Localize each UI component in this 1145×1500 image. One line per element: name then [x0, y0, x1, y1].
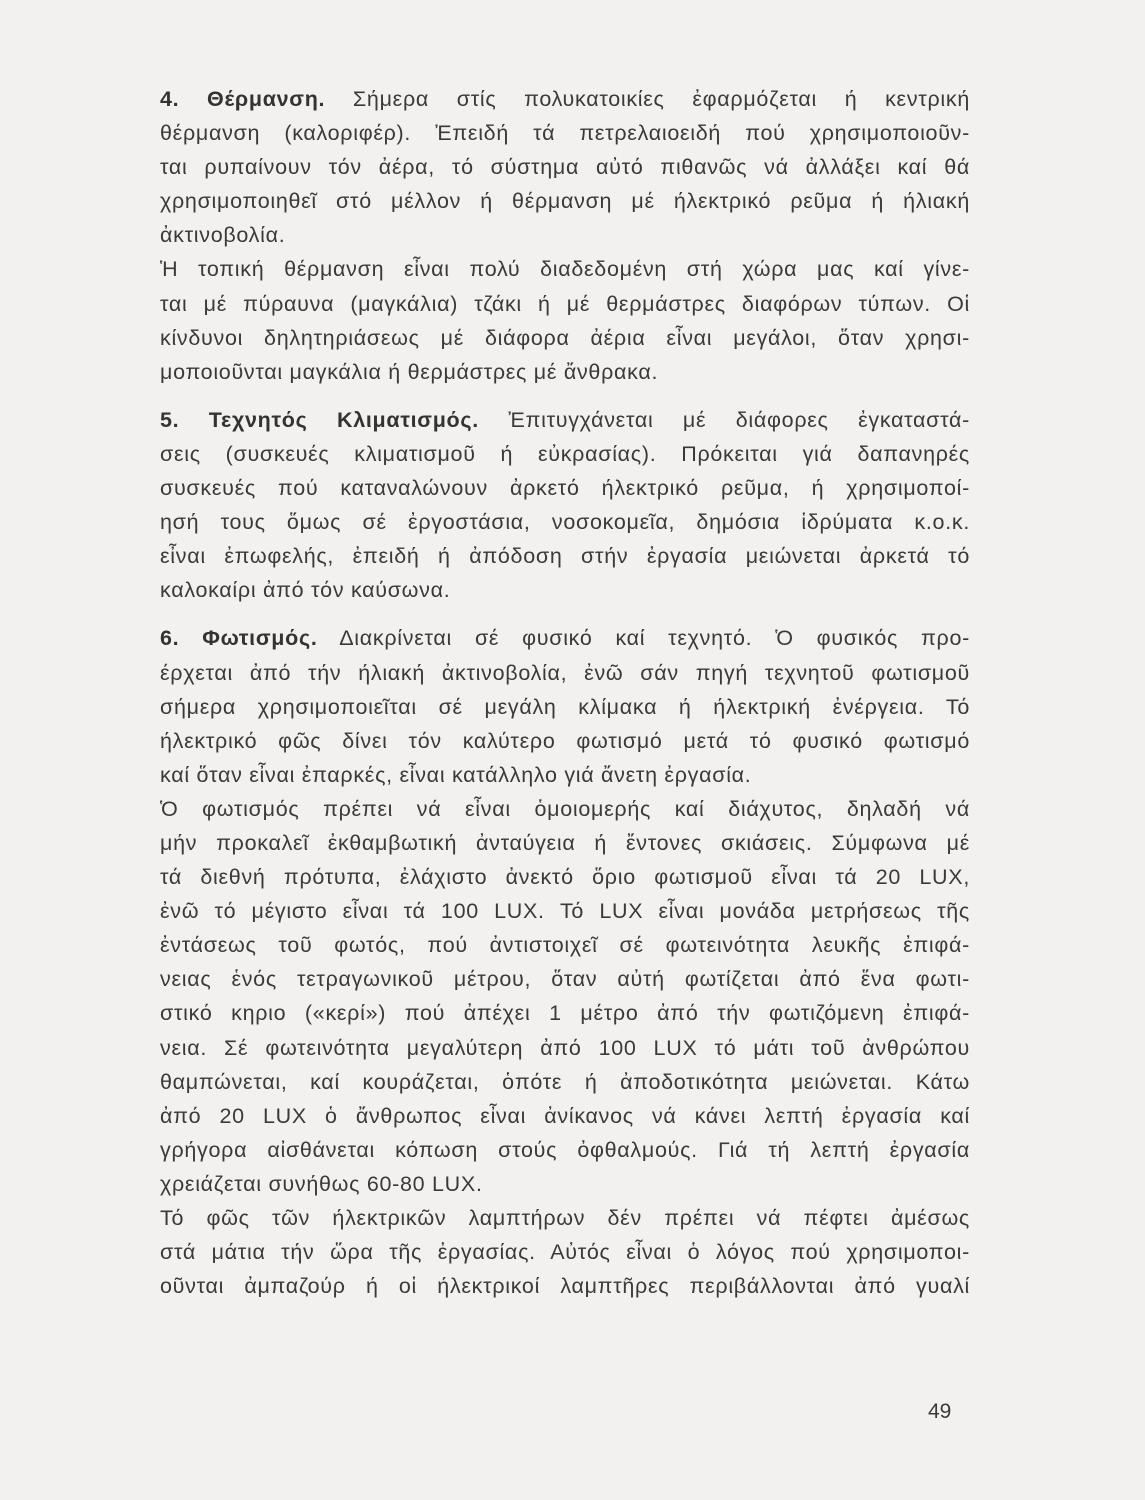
- text-line: εἶναι ἐπωφελής, ἐπειδή ή ἀπόδοση στήν ἐργασία μειώνεται ἀρκετά τό: [160, 544, 970, 569]
- text-line: ἐντάσεως τοῦ φωτός, πού ἀντιστοιχεῖ σέ φωτεινότητα λευκῆς ἐπιφά-: [160, 933, 970, 958]
- section-heading: 5. Τεχνητός Κλιματισμός.: [160, 407, 479, 432]
- section-heating: [160, 82, 970, 252]
- text-line: θαμπώνεται, καί κουράζεται, ὁπότε ή ἀποδοτικότητα μειώνεται. Κάτω: [160, 1069, 970, 1094]
- text-line: 6. Φωτισμός. Διακρίνεται σέ φυσικό καί τεχνητό. Ὁ φυσικός προ-: [160, 626, 970, 651]
- text-line: Ἡ τοπική θέρμανση εἶναι πολύ διαδεδομένη στή χώρα μας καί γίνε-: [160, 257, 970, 282]
- text-line: ἀπό 20 LUX ὁ ἄνθρωπος εἶναι ἀνίκανος νά κάνει λεπτή ἐργασία καί: [160, 1103, 970, 1128]
- section-gap: [160, 607, 970, 621]
- text-line: γρήγορα αἰσθάνεται κόπωση στούς ὀφθαλμούς. Γιά τή λεπτή ἐργασία: [160, 1137, 970, 1162]
- text-line: μήν προκαλεῖ ἐκθαμβωτική ἀνταύγεια ή ἔντονες σκιάσεις. Σύμφωνα μέ: [160, 830, 970, 855]
- text-line: νειας ἑνός τετραγωνικοῦ μέτρου, ὅταν αὐτή φωτίζεται ἀπό ἕνα φωτι-: [160, 967, 970, 992]
- text-line: μοποιοῦνται μαγκάλια ή θερμάστρες μέ ἄνθρακα.: [160, 359, 659, 384]
- text-line: νεια. Σέ φωτεινότητα μεγαλύτερη ἀπό 100 LUX τό μάτι τοῦ ἀνθρώπου: [160, 1035, 970, 1060]
- text-line: στικό κηριο («κερί») πού ἀπέχει 1 μέτρο ἀπό τήν φωτιζόμενη ἐπιφά-: [160, 1001, 970, 1026]
- section-heading: 6. Φωτισμός.: [160, 626, 318, 651]
- text-line: καλοκαίρι ἀπό τόν καύσωνα.: [160, 578, 451, 603]
- text-line: στά μάτια τήν ὥρα τῆς ἐργασίας. Αὐτός εἶναι ὁ λόγος πού χρησιμοποι-: [160, 1240, 970, 1265]
- text-line: χρησιμοποιηθεῖ στό μέλλον ή θέρμανση μέ ήλεκτρικό ρεῦμα ή ήλιακή: [160, 189, 970, 214]
- section-heading: 4. Θέρμανση.: [160, 87, 326, 111]
- page-number: 49: [928, 1400, 952, 1423]
- text-line: συσκευές πού καταναλώνουν ἀρκετό ήλεκτρικό ρεῦμα, ή χρησιμοποί-: [160, 476, 970, 501]
- text-line: σήμερα χρησιμοποιεῖται σέ μεγάλη κλίμακα ή ήλεκτρική ἐνέργεια. Τό: [160, 694, 970, 719]
- section-air-conditioning: [160, 403, 970, 608]
- paragraph-lighting-standards: [160, 792, 970, 1201]
- text-line: τά διεθνή πρότυπα, ἐλάχιστο ἀνεκτό ὅριο φωτισμοῦ εἶναι τά 20 LUX,: [160, 865, 970, 890]
- text-line: χρειάζεται συνήθως 60-80 LUX.: [160, 1171, 483, 1196]
- text-line: καί ὅταν εἶναι ἐπαρκές, εἶναι κατάλληλο γιά ἄνετη ἐργασία.: [160, 762, 752, 787]
- section-gap: [160, 389, 970, 403]
- text-line: Ὁ φωτισμός πρέπει νά εἶναι ὁμοιομερής καί διάχυτος, δηλαδή νά: [160, 796, 970, 821]
- paragraph-local-heating: [160, 252, 970, 388]
- text-line: Τό φῶς τῶν ήλεκτρικῶν λαμπτήρων δέν πρέπει νά πέφτει ἀμέσως: [160, 1206, 970, 1230]
- text-line: ἐνῶ τό μέγιστο εἶναι τά 100 LUX. Τό LUX εἶναι μονάδα μετρήσεως τῆς: [160, 899, 970, 924]
- text-line: οῦνται ἀμπαζούρ ή οἱ ήλεκτρικοί λαμπτῆρες περιβάλλονται ἀπό γυαλί: [160, 1274, 970, 1299]
- text-line: κίνδυνοι δηλητηριάσεως μέ διάφορα ἀέρια εἶναι μεγάλοι, ὅταν χρησι-: [160, 325, 970, 350]
- text-line: 4. Θέρμανση. Σήμερα στίς πολυκατοικίες ἐφαρμόζεται ή κεντρική: [160, 87, 971, 111]
- text-line: ἀκτινοβολία.: [160, 223, 286, 248]
- body-text: [160, 82, 970, 1303]
- text-line: σεις (συσκευές κλιματισμοῦ ή εὐκρασίας). Πρόκειται γιά δαπανηρές: [160, 441, 970, 466]
- text-line: ται ρυπαίνουν τόν ἀέρα, τό σύστημα αὐτό πιθανῶς νά ἀλλάξει καί θά: [160, 155, 970, 180]
- text-line: θέρμανση (καλοριφέρ). Ἐπειδή τά πετρελαιοειδή πού χρησιμοποιοῦν-: [160, 121, 970, 146]
- text-line: ήλεκτρικό φῶς δίνει τόν καλύτερο φωτισμό μετά τό φυσικό φωτισμό: [160, 728, 970, 753]
- section-lighting: [160, 621, 970, 791]
- text-line: έρχεται ἀπό τήν ήλιακή ἀκτινοβολία, ἐνῶ σάν πηγή τεχνητοῦ φωτισμοῦ: [160, 660, 970, 685]
- text-line: ται μέ πύραυνα (μαγκάλια) τζάκι ή μέ θερμάστρες διαφόρων τύπων. Οἱ: [160, 291, 970, 316]
- text-line: ησή τους ὅμως σέ ἐργοστάσια, νοσοκομεῖα, δημόσια ἱδρύματα κ.ο.κ.: [160, 510, 970, 535]
- paragraph-lamps: [160, 1201, 970, 1303]
- text-line: 5. Τεχνητός Κλιματισμός. Ἐπιτυγχάνεται μέ διάφορες ἐγκαταστά-: [160, 407, 971, 432]
